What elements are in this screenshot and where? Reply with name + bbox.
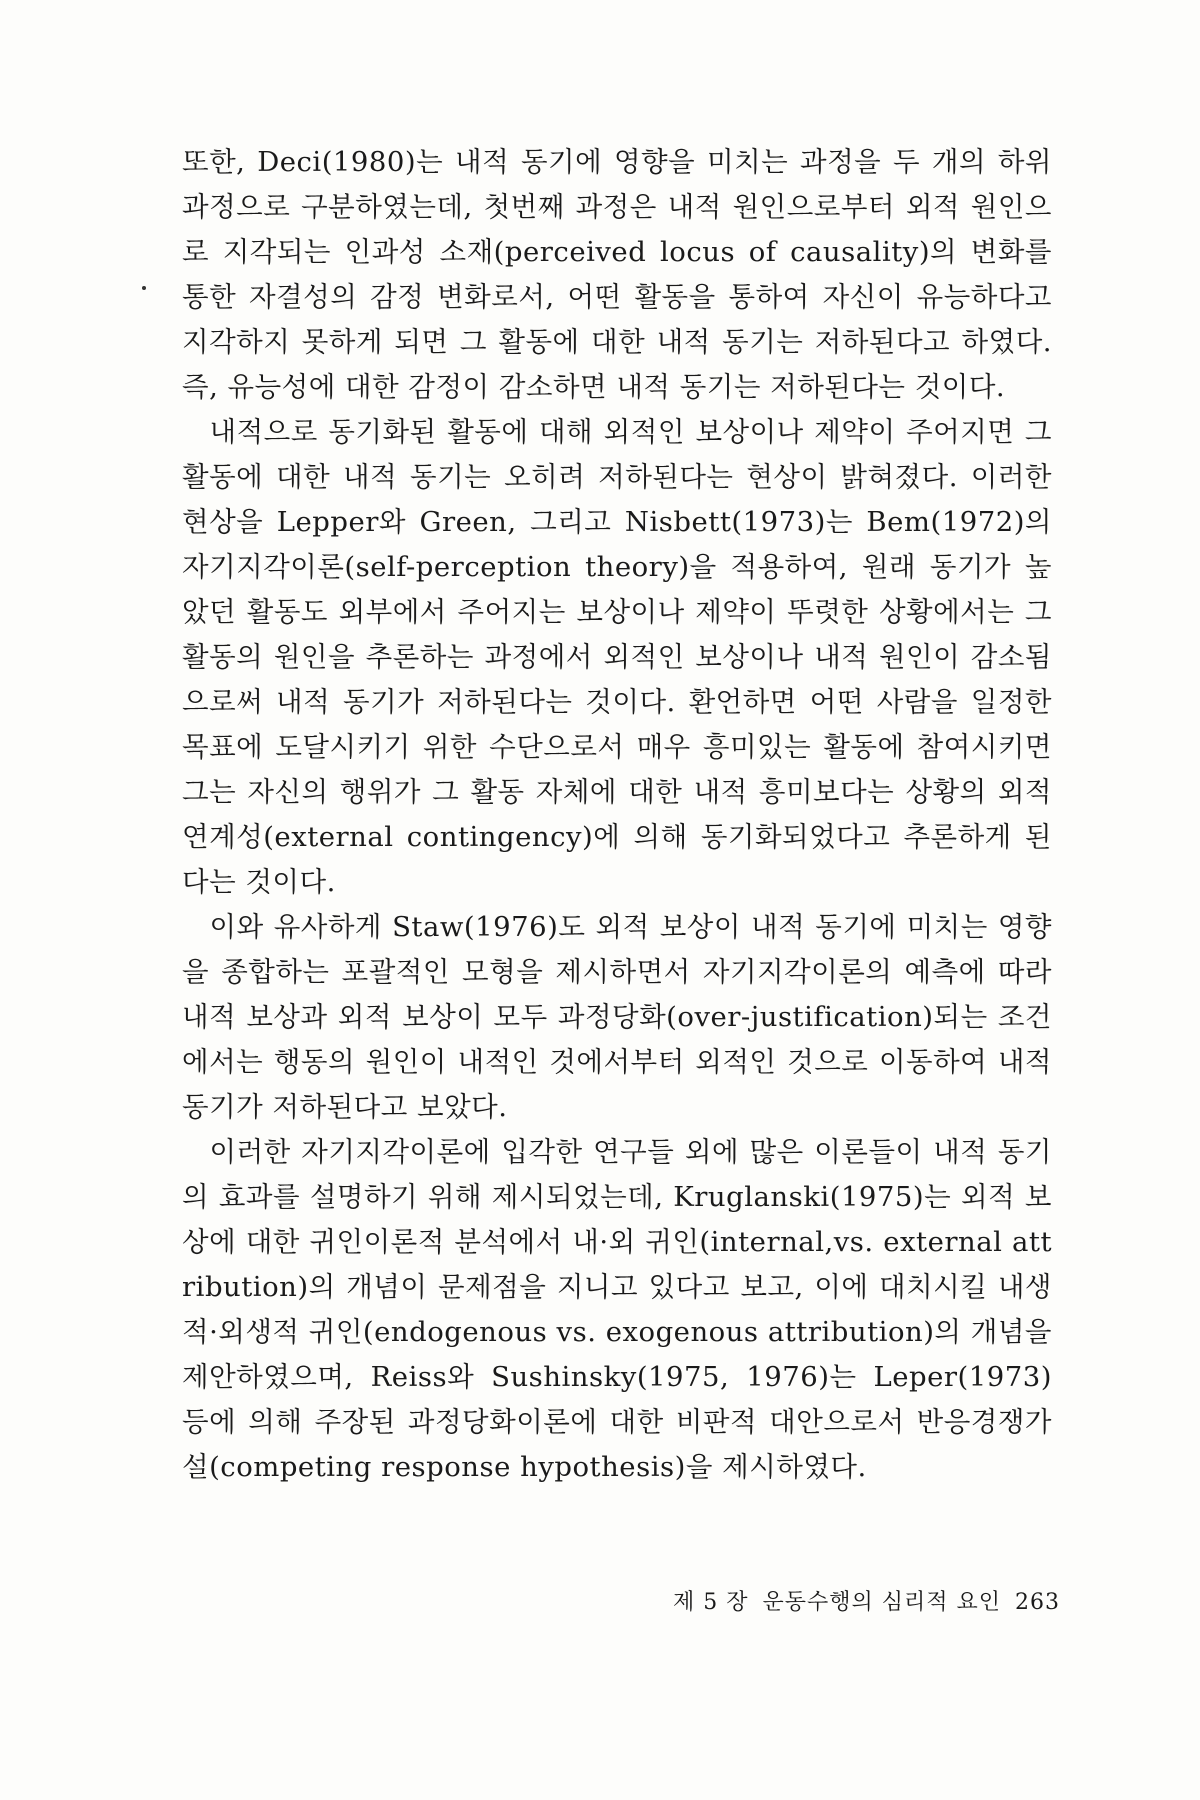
paragraph-4: 이러한 자기지각이론에 입각한 연구들 외에 많은 이론들이 내적 동기의 효과를 설명하기 위해 제시되었는데, Kruglanski(1975)는 외적 보상에 대한 귀인이론적 분석에서 내·외 귀인(internal,vs. external attribution)의 개념이 문제점을 지니고 있다고 보고, 이에 대치시킬 내생적·외생적 귀인(endogenous vs. exogenous attribution)의 개념을 제안하였으며, Reiss와 Sushinsky(1975, 1976)는 Leper(1973) 등에 의해 주장된 과정당화이론에 대한 비판적 대안으로서 반응경쟁가설(competing response hypothesis)을 제시하였다. [182, 1136, 1052, 1483]
page-number: 263 [1015, 1590, 1060, 1615]
paragraph-3: 이와 유사하게 Staw(1976)도 외적 보상이 내적 동기에 미치는 영향을 종합하는 포괄적인 모형을 제시하면서 자기지각이론의 예측에 따라 내적 보상과 외적 보상이 모두 과정당화(over-justification)되는 조건에서는 행동의 원인이 내적인 것에서부터 외적인 것으로 이동하여 내적 동기가 저하된다고 보았다. [182, 911, 1052, 1123]
footer-chapter: 제 5 장 [672, 1590, 749, 1615]
paragraph-2: 내적으로 동기화된 활동에 대해 외적인 보상이나 제약이 주어지면 그 활동에 대한 내적 동기는 오히려 저하된다는 현상이 밝혀졌다. 이러한 현상을 Lepper와 Green, 그리고 Nisbett(1973)는 Bem(1972)의 자기지각이론(self-perception theory)을 적용하여, 원래 동기가 높았던 활동도 외부에서 주어지는 보상이나 제약이 뚜렷한 상황에서는 그 활동의 원인을 추론하는 과정에서 외적인 보상이나 내적 원인이 감소됨으로써 내적 동기가 저하된다는 것이다. 환언하면 어떤 사람을 일정한 목표에 도달시키기 위한 수단으로서 매우 흥미있는 활동에 참여시키면 그는 자신의 행위가 그 활동 자체에 대한 내적 흥미보다는 상황의 외적 연계성(external contingency)에 의해 동기화되었다고 추론하게 된다는 것이다. [182, 416, 1052, 898]
footer-chapter-title: 운동수행의 심리적 요인 [762, 1590, 1001, 1615]
body-text [182, 140, 1052, 1490]
margin-dot [142, 286, 146, 290]
running-footer [620, 1585, 1060, 1616]
paragraph-1: 또한, Deci(1980)는 내적 동기에 영향을 미치는 과정을 두 개의 하위과정으로 구분하였는데, 첫번째 과정은 내적 원인으로부터 외적 원인으로 지각되는 인과성 소재(perceived locus of causality)의 변화를 통한 자결성의 감정 변화로서, 어떤 활동을 통하여 자신이 유능하다고 지각하지 못하게 되면 그 활동에 대한 내적 동기는 저하된다고 하였다. 즉, 유능성에 대한 감정이 감소하면 내적 동기는 저하된다는 것이다. [182, 146, 1052, 403]
